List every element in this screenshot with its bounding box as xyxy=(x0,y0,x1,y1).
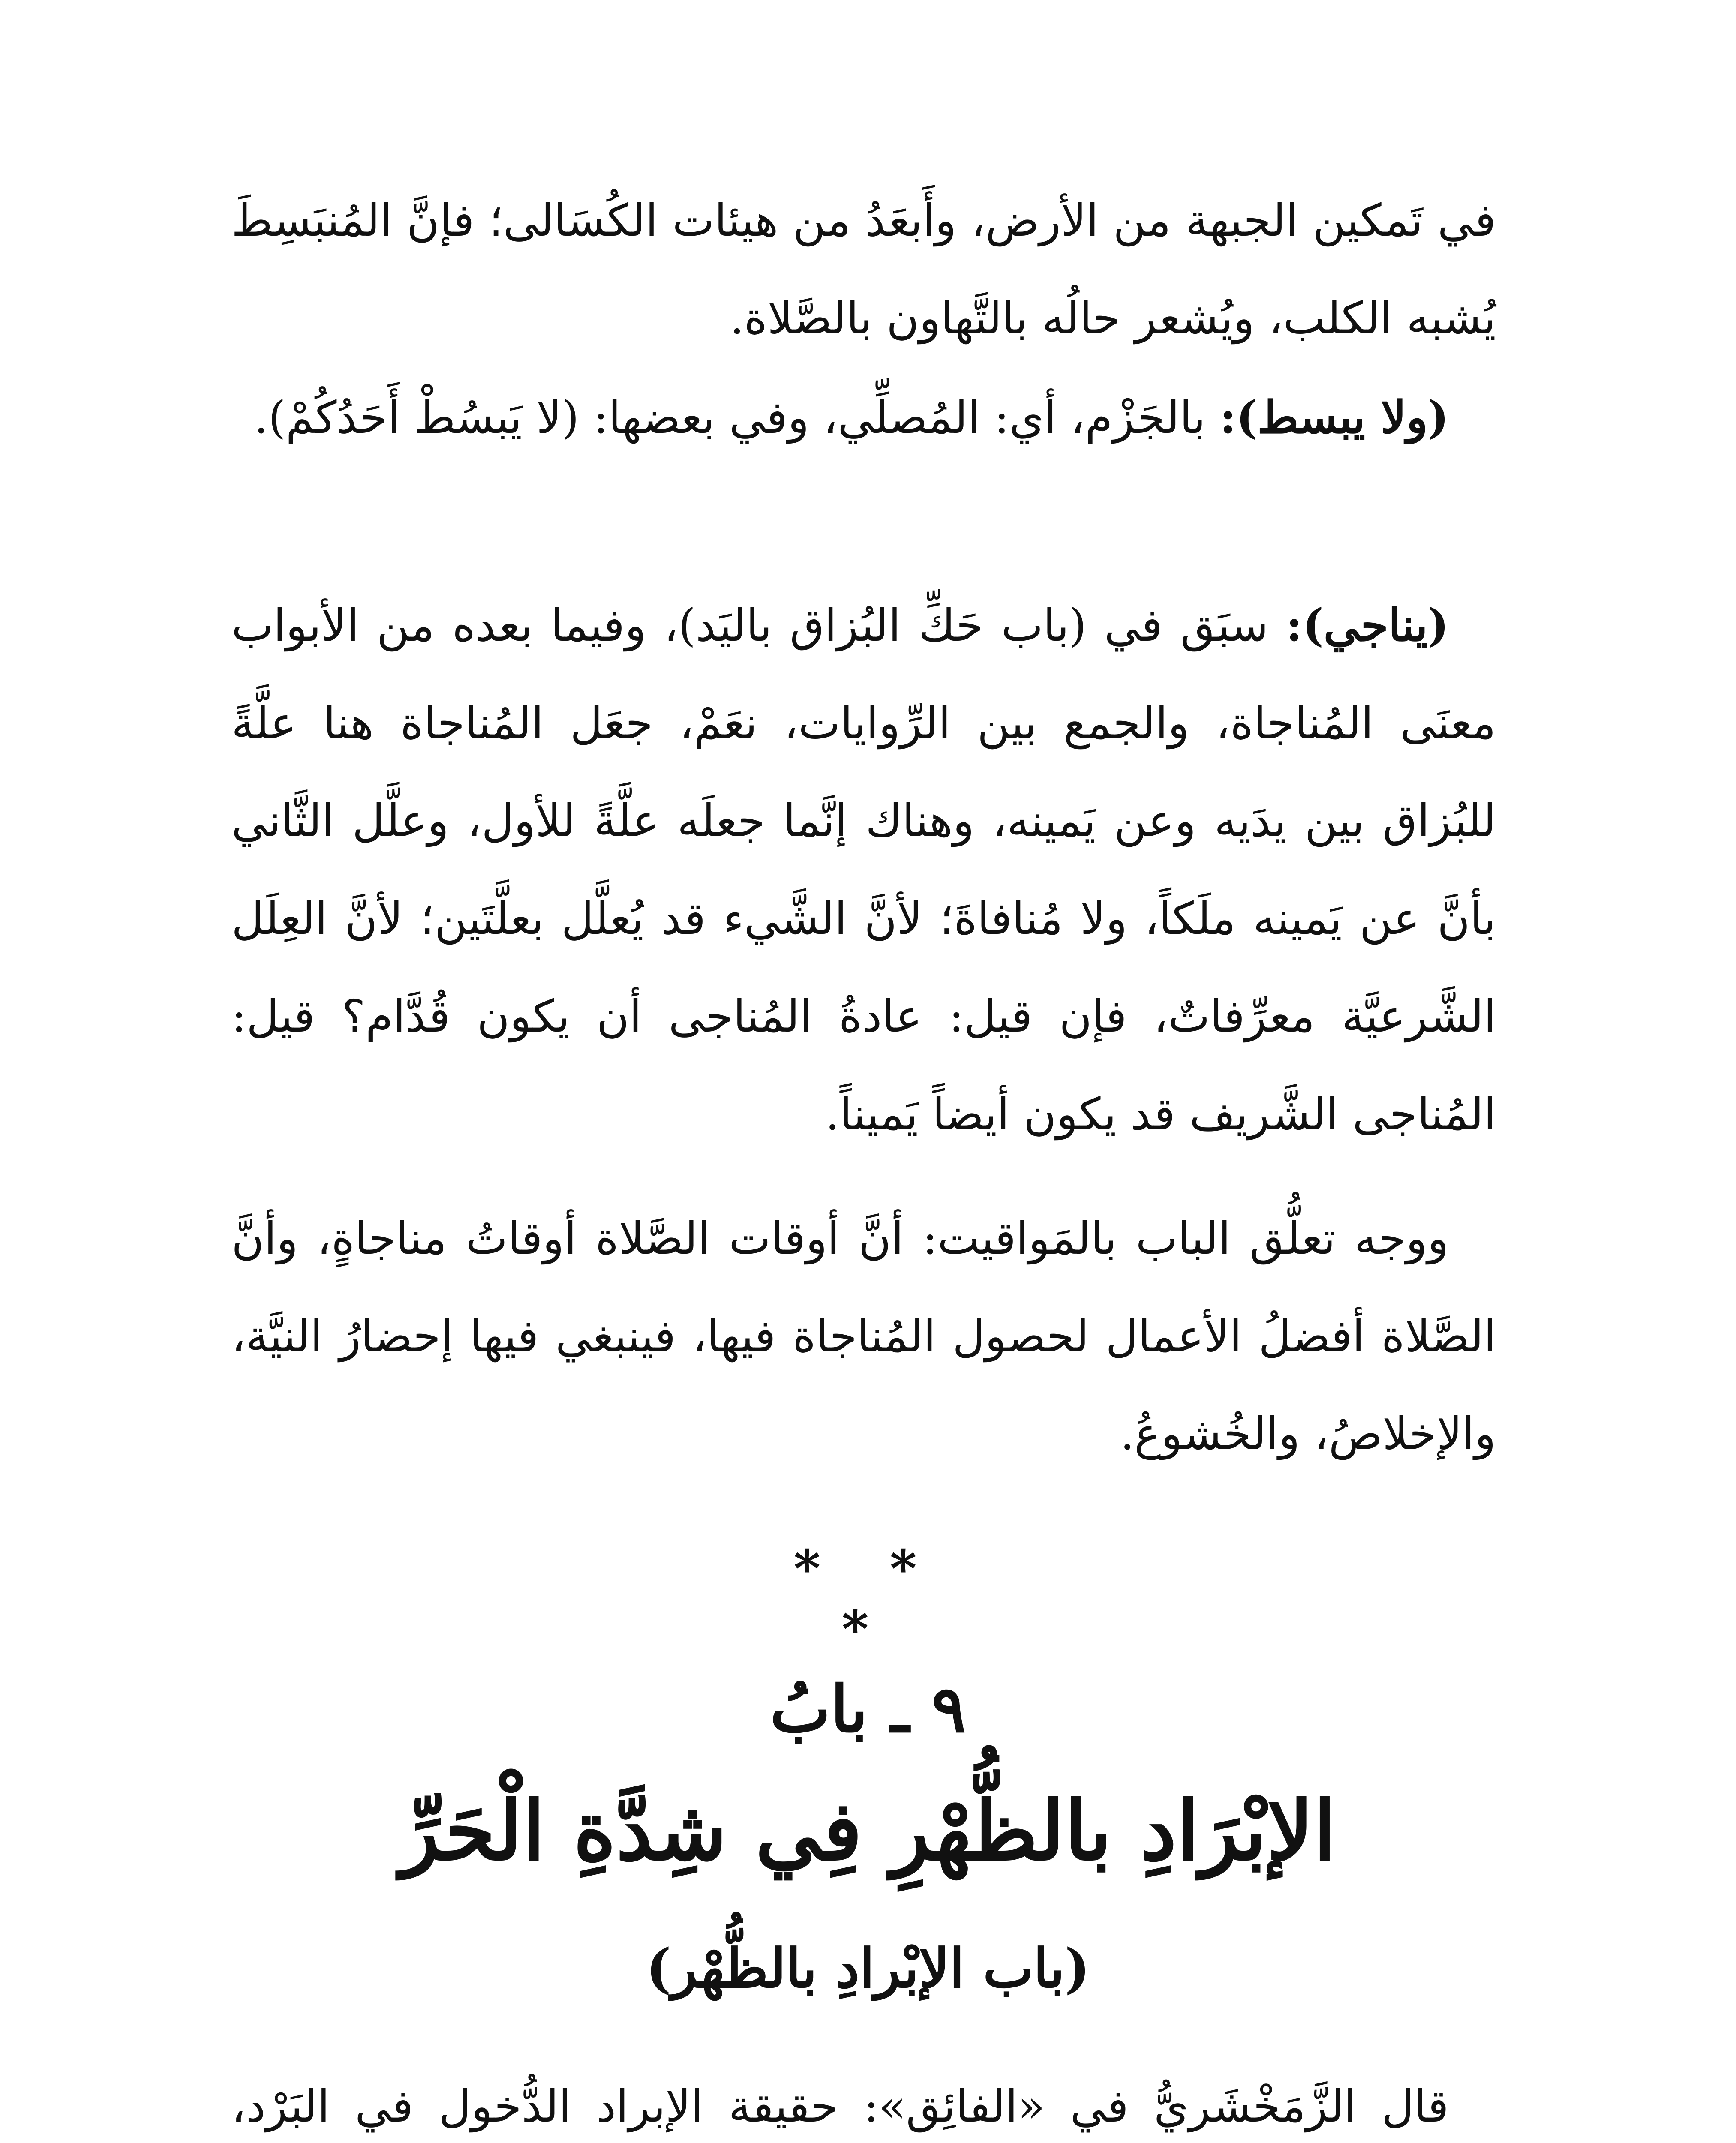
paragraph-4-text: ووجه تعلُّق الباب بالمَواقيت: أنَّ أوقات الصَّلاة أوقاتُ مناجاةٍ، وأنَّ الصَّلاة أفضلُ الأعمال لحصول المُناجاة فيها، فينبغي فيها إحضارُ النيَّة، والإخلاصُ، والخُشوعُ. xyxy=(231,1212,1496,1460)
paragraph-after-chapter xyxy=(231,2057,1496,2143)
paragraph-2-text: بالجَزْم، أي: المُصلِّي، وفي بعضها: (لا يَبسُطْ أَحَدُكُمْ). xyxy=(254,391,1220,444)
paragraph-2 xyxy=(231,369,1496,466)
chapter-number: ٩ ـ بابُ xyxy=(770,1672,966,1747)
paragraph-1 xyxy=(231,171,1496,367)
term-wa-la-yabsut: (ولا يبسط): xyxy=(1219,391,1449,444)
section-separator: * * * xyxy=(793,1539,943,1660)
chapter-subtitle: (باب الإبْرادِ بالظُّهْر) xyxy=(646,1937,1090,2000)
paragraph-3-text: سبَق في (باب حَكِّ البُزاق باليَد)، وفيما بعده من الأبواب معنَى المُناجاة، والجمع بين الرِّوايات، نعَمْ، جعَل المُناجاة هنا علَّةً للبُزاق بين يدَيه وعن يَمينه، وهناك إنَّما جعلَه علَّةً للأول، وعلَّل الثَّاني بأنَّ عن يَمينه ملَكاً، ولا مُنافاةَ؛ لأنَّ الشَّيء قد يُعلَّل بعلَّتَين؛ لأنَّ العِلَل الشَّرعيَّة معرِّفاتٌ، فإن قيل: عادةُ المُناجى أن يكون قُدَّام؟ قيل: المُناجى الشَّريف قد يكون أيضاً يَميناً. xyxy=(231,599,1496,1140)
term-yunaji: (يناجي): xyxy=(1286,599,1449,651)
paragraph-4 xyxy=(231,1189,1496,1483)
paragraph-1-text: في تَمكين الجبهة من الأرض، وأَبعَدُ من هيئات الكُسَالى؛ فإنَّ المُنبَسِطَ يُشبه الكلب، ويُشعر حالُه بالتَّهاون بالصَّلاة. xyxy=(231,194,1496,344)
chapter-title: الإبْرَادِ بالظُّهْرِ فِي شِدَّةِ الْحَرِّ xyxy=(400,1783,1336,1879)
paragraph-after-chapter-text: قال الزَّمَخْشَريُّ في «الفائِق»: حقيقة الإبراد الدُّخول في البَرْد، xyxy=(231,2080,1449,2132)
paragraph-3 xyxy=(231,576,1496,1163)
